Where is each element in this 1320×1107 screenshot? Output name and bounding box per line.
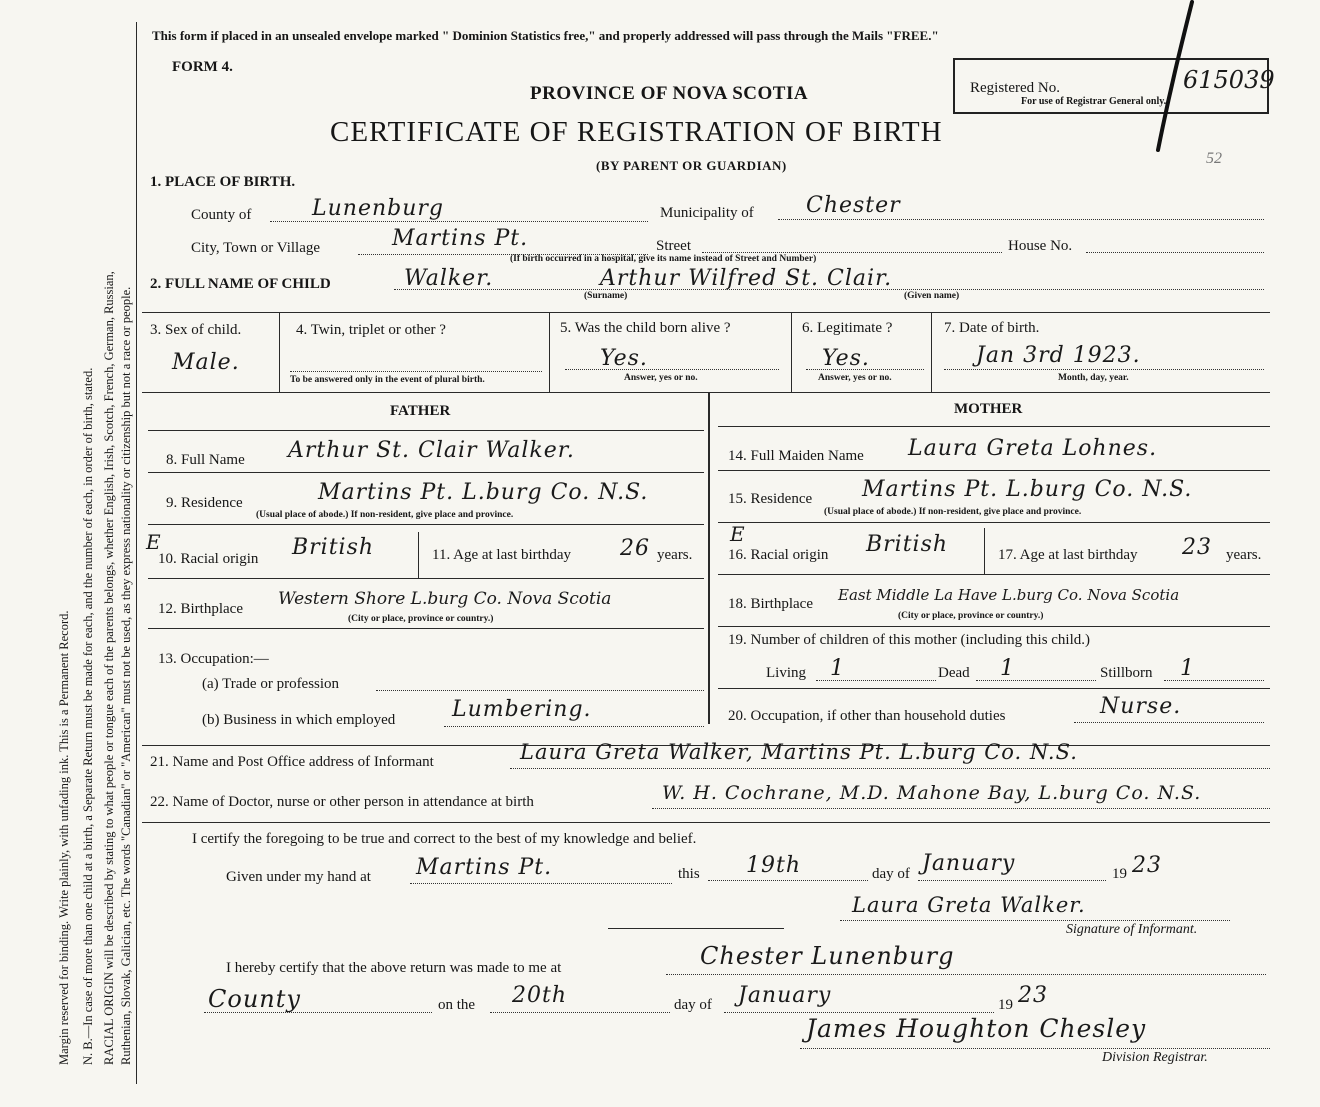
registrar-place: Chester Lunenburg [700, 942, 955, 970]
alive-line [565, 369, 779, 370]
dob-value: Jan 3rd 1923. [976, 343, 1141, 368]
page-title: CERTIFICATE OF REGISTRATION OF BIRTH [330, 116, 943, 148]
mother-residence-note: (Usual place of abode.) If non-resident, give place and province. [824, 507, 1082, 517]
informant-label: 21. Name and Post Office address of Informant [150, 754, 434, 770]
place-heading: 1. PLACE OF BIRTH. [150, 174, 296, 190]
mother-birthplace-note: (City or place, province or country.) [898, 611, 1044, 621]
mother-birthplace-value: East Middle La Have L.burg Co. Nova Scotia [838, 586, 1180, 604]
father-race-label: 10. Racial origin [158, 551, 259, 567]
father-race-value: British [292, 535, 375, 560]
cert-year-prefix: 19 [1112, 866, 1127, 882]
father-name-line [148, 472, 704, 473]
dead-line [976, 680, 1096, 681]
registrar-statement: I hereby certify that the above return was made to me at [226, 960, 562, 976]
father-birthplace-value: Western Shore L.burg Co. Nova Scotia [278, 589, 612, 609]
mother-occupation-value: Nurse. [1100, 694, 1182, 719]
father-age-unit: years. [657, 547, 693, 563]
row3-divider-2 [549, 312, 550, 392]
county-value: Lunenburg [312, 196, 444, 221]
child-surname: Walker. [404, 266, 494, 291]
mother-residence-label: 15. Residence [728, 491, 813, 507]
mother-residence-line [718, 522, 1270, 523]
mail-notice: This form if placed in an unsealed envelope marked " Dominion Statistics free," and properly addressed will pass through the Mails "FREE." [152, 28, 939, 43]
cert-year-value: 23 [1132, 853, 1162, 878]
row3-divider-4 [931, 312, 932, 392]
margin-note-multiple-births: N. B.—In case of more than one child at a birth, a Separate Return must be made for each, and the number of each, in order of birth, stated. [81, 367, 95, 1065]
stillborn-label: Stillborn [1100, 665, 1153, 681]
mother-occupation-line [1074, 722, 1264, 723]
municipality-value: Chester [806, 193, 901, 218]
mother-occupation-label: 20. Occupation, if other than household duties [728, 708, 1006, 724]
registrar-day-value: 20th [512, 983, 568, 1008]
page-subtitle: (BY PARENT OR GUARDIAN) [596, 158, 787, 173]
father-race-line [148, 578, 704, 579]
mother-age-unit: years. [1226, 547, 1262, 563]
city-value: Martins Pt. [392, 226, 529, 251]
street-line [702, 252, 1002, 253]
twin-note: To be answered only in the event of plural birth. [290, 375, 485, 385]
informant-signature-caption: Signature of Informant. [1066, 922, 1198, 937]
cert-day-line [708, 880, 868, 881]
dead-label: Dead [938, 665, 970, 681]
dob-line [944, 369, 1264, 370]
father-business-value: Lumbering. [452, 697, 592, 722]
registrar-year-value: 23 [1018, 983, 1048, 1008]
cert-day-value: 19th [746, 853, 802, 878]
registrar-caption: Division Registrar. [1102, 1050, 1208, 1065]
informant-value: Laura Greta Walker, Martins Pt. L.burg Co. N.S. [520, 740, 1078, 764]
dob-note: Month, day, year. [1058, 373, 1129, 383]
county-label: County of [191, 207, 252, 223]
twin-label: 4. Twin, triplet or other ? [296, 322, 446, 338]
father-occupation-label: 13. Occupation:— [158, 651, 269, 667]
doctor-line [652, 808, 1270, 809]
pen-stroke-mark [1140, 0, 1200, 160]
informant-signature-dotline [840, 920, 1230, 921]
mother-children-line [718, 688, 1270, 689]
registered-number: 615039 [1183, 66, 1275, 94]
sex-value: Male. [172, 350, 240, 375]
mother-children-label: 19. Number of children of this mother (including this child.) [728, 632, 1091, 648]
informant-line [510, 768, 1270, 769]
mother-residence-value: Martins Pt. L.burg Co. N.S. [862, 477, 1193, 502]
stillborn-line [1164, 680, 1264, 681]
mother-race-divider [984, 528, 985, 574]
doctor-value: W. H. Cochrane, M.D. Mahone Bay, L.burg Co. N.S. [662, 782, 1202, 804]
street-note: (If birth occurred in a hospital, give its name instead of Street and Number) [510, 254, 817, 264]
mother-race-line [718, 574, 1270, 575]
registrar-on-label: on the [438, 997, 476, 1013]
municipality-line [778, 219, 1264, 220]
doctor-label: 22. Name of Doctor, nurse or other person in attendance at birth [150, 794, 534, 810]
mother-age-value: 23 [1182, 535, 1212, 560]
registrar-place-line [666, 974, 1266, 975]
province-heading: PROVINCE OF NOVA SCOTIA [530, 83, 809, 104]
corner-mark: 52 [1206, 150, 1222, 167]
father-birthplace-label: 12. Birthplace [158, 601, 243, 617]
row3-divider-1 [279, 312, 280, 392]
legit-value: Yes. [822, 346, 870, 371]
house-line [1086, 252, 1264, 253]
alive-label: 5. Was the child born alive ? [560, 320, 731, 336]
certification-statement: I certify the foregoing to be true and correct to the best of my knowledge and belief. [192, 831, 697, 847]
child-given-name: Arthur Wilfred St. Clair. [600, 266, 893, 291]
sex-label: 3. Sex of child. [150, 322, 242, 338]
surname-caption: (Surname) [584, 291, 628, 301]
mother-birthplace-line [718, 626, 1270, 627]
parents-divider [708, 392, 710, 724]
father-age-value: 26 [620, 536, 650, 561]
father-birthplace-note: (City or place, province or country.) [348, 614, 494, 624]
father-residence-label: 9. Residence [166, 495, 243, 511]
mother-race-value: British [866, 532, 949, 557]
margin-note-nationality: Ruthenian, Slovak, Galician, etc. The words "Canadian" or "American" must not be used, as they express nationality or citizenship but not a race or people. [119, 286, 133, 1065]
registered-box [953, 58, 1275, 114]
father-residence-line [148, 524, 704, 525]
child-name-label: 2. FULL NAME OF CHILD [150, 276, 331, 292]
father-business-label: (b) Business in which employed [202, 712, 396, 728]
doctor-bottom-line [142, 822, 1270, 823]
father-name-value: Arthur St. Clair Walker. [288, 438, 575, 463]
registrar-county: County [208, 985, 301, 1013]
registered-label: Registered No. [970, 80, 1060, 96]
margin-note-racial-origin: RACIAL ORIGIN will be described by stating to what people or tongue each of the parents belongs, whether English, Irish, Scotch, French, German, Russian, [102, 271, 116, 1065]
father-trade-label: (a) Trade or profession [202, 676, 340, 692]
mother-birthplace-label: 18. Birthplace [728, 596, 813, 612]
given-place: Martins Pt. [416, 855, 553, 880]
cert-month-line [918, 880, 1106, 881]
cert-dayof-label: day of [872, 866, 910, 882]
father-heading-line [148, 430, 704, 431]
father-heading: FATHER [390, 403, 451, 419]
father-residence-value: Martins Pt. L.burg Co. N.S. [318, 480, 649, 505]
this-label: this [678, 866, 700, 882]
row3-bottom-line [142, 392, 1270, 393]
dead-value: 1 [1000, 656, 1015, 681]
mother-race-label: 16. Racial origin [728, 547, 829, 563]
street-label: Street [656, 238, 691, 254]
city-label: City, Town or Village [191, 240, 321, 256]
mother-race-mark: E [730, 522, 746, 546]
informant-signature: Laura Greta Walker. [852, 893, 1086, 917]
legit-note: Answer, yes or no. [818, 373, 892, 383]
registrar-month-value: January [738, 983, 832, 1008]
registered-note: For use of Registrar General only. [1021, 96, 1167, 107]
stillborn-value: 1 [1180, 656, 1195, 681]
form-number: FORM 4. [172, 59, 233, 75]
dob-label: 7. Date of birth. [944, 320, 1040, 336]
mother-age-label: 17. Age at last birthday [998, 547, 1138, 563]
legit-label: 6. Legitimate ? [802, 320, 893, 336]
registrar-month-line [724, 1012, 994, 1013]
binding-margin-line [136, 22, 137, 1084]
twin-line [290, 371, 542, 372]
mother-name-line [718, 470, 1270, 471]
alive-value: Yes. [600, 346, 648, 371]
father-business-line [444, 726, 704, 727]
registrar-day-line [490, 1012, 670, 1013]
county-line [270, 221, 648, 222]
informant-signature-line [608, 928, 784, 929]
row3-divider-3 [791, 312, 792, 392]
registrar-signature: James Houghton Chesley [806, 1014, 1147, 1043]
father-trade-line [376, 690, 704, 691]
row3-top-line [142, 312, 1270, 313]
living-label: Living [766, 665, 806, 681]
mother-name-label: 14. Full Maiden Name [728, 448, 864, 464]
given-label: Given under my hand at [226, 869, 371, 885]
father-race-mark: E [146, 530, 162, 554]
registrar-signature-line [800, 1048, 1270, 1049]
house-label: House No. [1008, 238, 1073, 254]
father-age-label: 11. Age at last birthday [432, 547, 571, 563]
municipality-label: Municipality of [660, 205, 754, 221]
given-place-line [410, 883, 672, 884]
alive-note: Answer, yes or no. [624, 373, 698, 383]
mother-heading: MOTHER [954, 401, 1023, 417]
registrar-dayof-label: day of [674, 997, 712, 1013]
father-name-label: 8. Full Name [166, 452, 245, 468]
mother-name-value: Laura Greta Lohnes. [908, 436, 1158, 461]
margin-note-binding: Margin reserved for binding. Write plainly, with unfading ink. This is a Permanent Record. [57, 610, 71, 1065]
registrar-year-prefix: 19 [998, 997, 1013, 1013]
registrar-county-line [204, 1012, 432, 1013]
father-residence-note: (Usual place of abode.) If non-resident, give place and province. [256, 510, 514, 520]
cert-month-value: January [922, 851, 1016, 876]
legit-line [806, 369, 924, 370]
father-birthplace-line [148, 628, 704, 629]
living-value: 1 [830, 656, 845, 681]
given-name-caption: (Given name) [904, 291, 960, 301]
father-race-divider [418, 532, 419, 578]
mother-heading-line [718, 426, 1270, 427]
